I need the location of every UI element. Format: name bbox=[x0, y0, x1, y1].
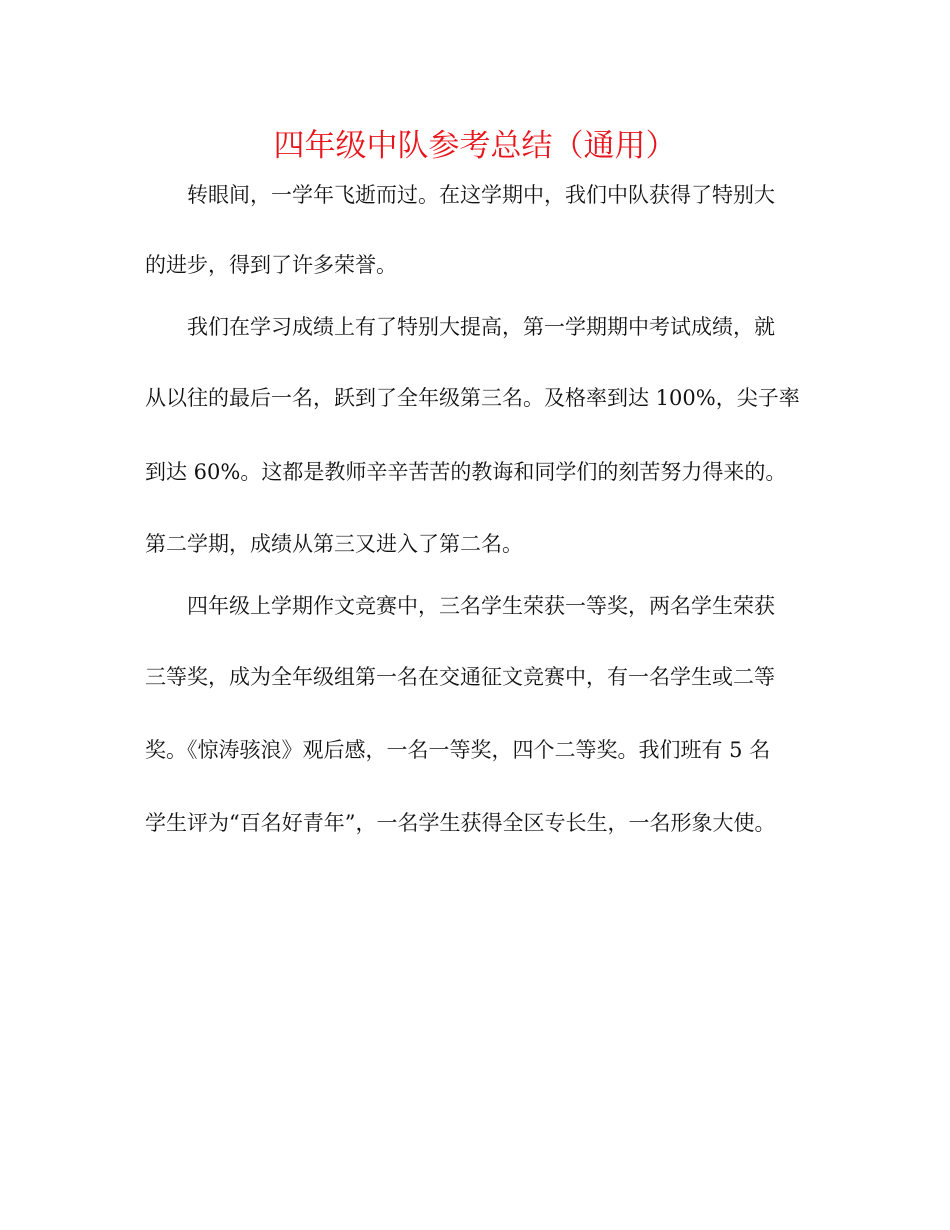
paragraph-line: 学生评为“百名好青年”，一名学生获得全区专长生，一名形象大使。 bbox=[145, 811, 776, 835]
paragraph-line: 的进步，得到了许多荣誉。 bbox=[145, 253, 397, 277]
paragraph-line: 从以往的最后一名，跃到了全年级第三名。及格率到达 100%，尖子率 bbox=[145, 386, 800, 410]
paragraph-line: 四年级上学期作文竞赛中，三名学生荣获一等奖，两名学生荣获 bbox=[187, 594, 775, 618]
document-title: 四年级中队参考总结（通用） bbox=[273, 128, 677, 164]
paragraph-line: 三等奖，成为全年级组第一名在交通征文竞赛中，有一名学生或二等 bbox=[145, 665, 775, 689]
paragraph-line: 到达 60%。这都是教师辛辛苦苦的教诲和同学们的刻苦努力得来的。 bbox=[145, 460, 787, 484]
paragraph-line: 我们在学习成绩上有了特别大提高，第一学期期中考试成绩，就 bbox=[187, 315, 775, 339]
paragraph-line: 第二学期，成绩从第三又进入了第二名。 bbox=[145, 532, 523, 556]
paragraph-line: 转眼间，一学年飞逝而过。在这学期中，我们中队获得了特别大 bbox=[187, 183, 775, 207]
paragraph-line: 奖。《惊涛骇浪》观后感，一名一等奖，四个二等奖。我们班有 5 名 bbox=[145, 738, 771, 762]
